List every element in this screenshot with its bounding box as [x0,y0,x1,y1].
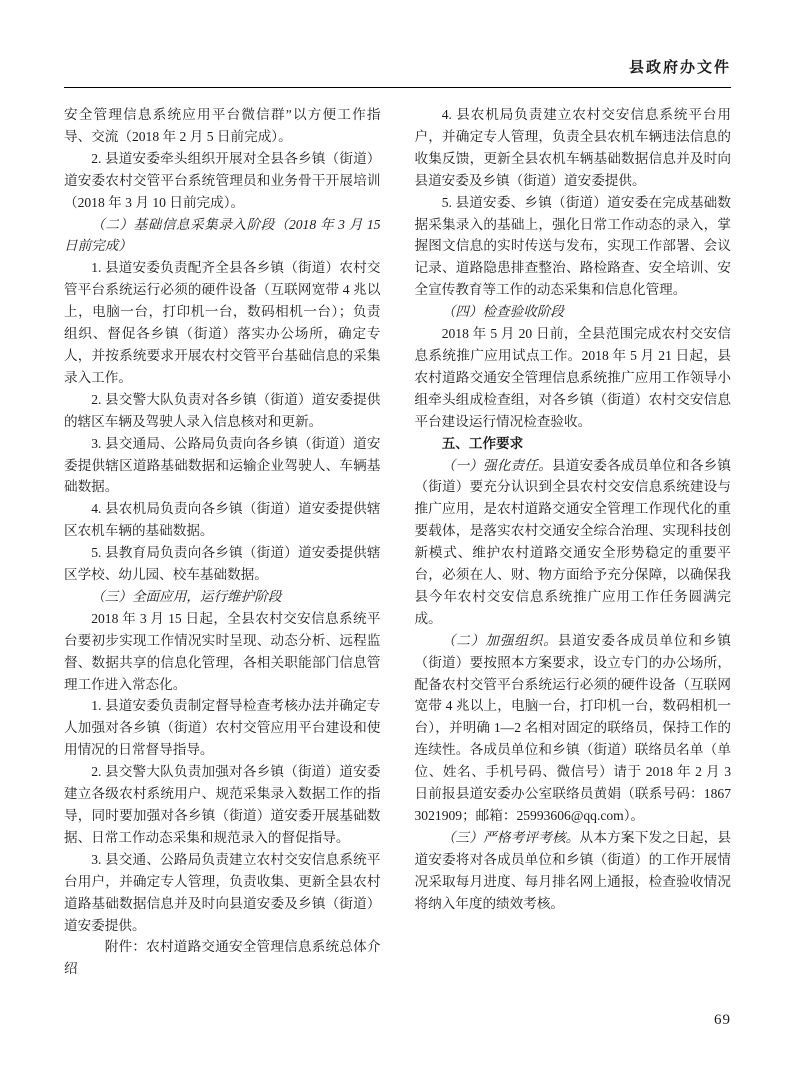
paragraph: 3. 县交通局、公路局负责向各乡镇（街道）道安委提供辖区道路基础数据和运输企业驾驶人、车辆基础数据。 [64,435,381,495]
paragraph: 1. 县道安委负责制定督导检查考核办法并确定专人加强对各乡镇（街道）农村交管应用平台建设和使用情况的日常督导指导。 [64,698,381,758]
paragraph: 5. 县教育局负责向各乡镇（街道）道安委提供辖区学校、幼儿园、校车基础数据。 [64,545,381,583]
paragraph: 安全管理信息系统应用平台微信群”以方便工作指导、交流（2018 年 2 月 5 日前完成）。 [64,107,381,144]
paragraph: 1. 县道安委负责配齐全县各乡镇（街道）农村交管平台系统运行必须的硬件设备（互联网宽带 4 兆以上，电脑一台，打印机一台，数码相机一台）；负责组织、督促各乡镇（街道）落实办公场所，确定专人，并按系统要求开展农村交管平台基础信息的采集录入工作。 [64,260,381,385]
paragraph: 2. 县交警大队负责加强对各乡镇（街道）道安委建立各级农村系统用户、规范采集录入数据工作的指导，同时要加强对各乡镇（街道）道安委开展基础数据、日常工作动态采集和规范录入的督促指导。 [64,764,381,845]
paragraph: （一）强化责任。县道安委各成员单位和各乡镇（街道）要充分认识到全县农村交安信息系统建设与推广应用，是农村道路交通安全管理工作现代化的重要载体，是落实农村交通安全综合治理、实现科技创新模式、维护农村道路交通安全形势稳定的重要平台，必须在人、财、物方面给予充分保障，以确保我县今年农村交安信息系统推广应用工作任务圆满完成。 [414,457,732,626]
paragraph: 4. 县农机局负责向各乡镇（街道）道安委提供辖区农机车辆的基础数据。 [64,501,381,539]
paragraph: 附件：农村道路交通安全管理信息系统总体介绍 [64,939,381,977]
run-in-heading: （二）加强组织。 [441,632,558,648]
paragraph: 3. 县交通、公路局负责建立农村交安信息系统平台用户，并确定专人管理，负责收集、更新全县农村道路基础数据信息并及时向县道安委及乡镇（街道）道安委提供。 [64,851,381,933]
run-in-heading: （三）严格考评考核。 [441,829,580,845]
document-header [64,58,731,88]
left-column [64,104,381,980]
document-header-title: 县政府办文件 [628,60,731,76]
paragraph: 2018 年 3 月 15 日起，全县农村交安信息系统平台要初步实现工作情况实时呈现、动态分析、远程监督、数据共享的信息化管理，各相关职能部门信息管理工作进入常态化。 [64,610,381,692]
paragraph: （二）加强组织。县道安委各成员单位和乡镇（街道）要按照本方案要求，设立专门的办公场所，配备农村交管平台系统运行必须的硬件设备（互联网宽带 4 兆以上，电脑一台，打印机一台，数码相机一台），并明确 1—2 名相对固定的联络员，保持工作的连续性。各成员单位和乡镇（街道）联络员名单（单位、姓名、手机号码、微信号）请于 2018 年 2 月 3 日前报县道安委办公室联络员黄娟（联系号码：18673021909；邮箱：25993606@qq.com）。 [414,632,732,823]
paragraph: 2018 年 5 月 20 日前，全县范围完成农村交安信息系统推广应用试点工作。2018 年 5 月 21 日起，县农村道路交通安全管理信息系统推广应用工作领导小组牵头组成检查组，对各乡镇（街道）农村交安信息平台建设运行情况检查验收。 [414,326,731,429]
page-number: 69 [714,1012,731,1028]
document-body [64,104,731,980]
header-divider [64,87,731,88]
paragraph: 五、工作要求 [441,435,524,451]
paragraph: （三）全面应用，运行维护阶段 [91,588,282,604]
paragraph: 5. 县道安委、乡镇（街道）道安委在完成基础数据采集录入的基础上，强化日常工作动态的录入，掌握图文信息的实时传送与发布，实现工作部署、会议记录、道路隐患排查整治、路检路查、安全培训、安全宣传教育等工作的动态采集和信息化管理。 [414,194,731,298]
paragraph: （四）检查验收阶段 [441,304,565,320]
paragraph: （二）基础信息采集录入阶段（2018 年 3 月 15 日前完成） [64,216,381,254]
paragraph: 4. 县农机局负责建立农村交安信息系统平台用户，并确定专人管理，负责全县农机车辆违法信息的收集反馈，更新全县农机车辆基础数据信息并及时向县道安委及乡镇（街道）道安委提供。 [414,107,731,188]
run-in-heading: （一）强化责任。 [441,457,552,473]
right-column [415,104,732,980]
paragraph: （三）严格考评考核。从本方案下发之日起，县道安委将对各成员单位和乡镇（街道）的工作开展情况采取每月进度、每月排名网上通报，检查验收情况将纳入年度的绩效考核。 [414,829,731,911]
paragraph: 2. 县交警大队负责对各乡镇（街道）道安委提供的辖区车辆及驾驶人录入信息核对和更新。 [64,391,381,429]
paragraph: 2. 县道安委牵头组织开展对全县各乡镇（街道）道安委农村交管平台系统管理员和业务骨干开展培训（2018 年 3 月 10 日前完成）。 [64,150,381,210]
